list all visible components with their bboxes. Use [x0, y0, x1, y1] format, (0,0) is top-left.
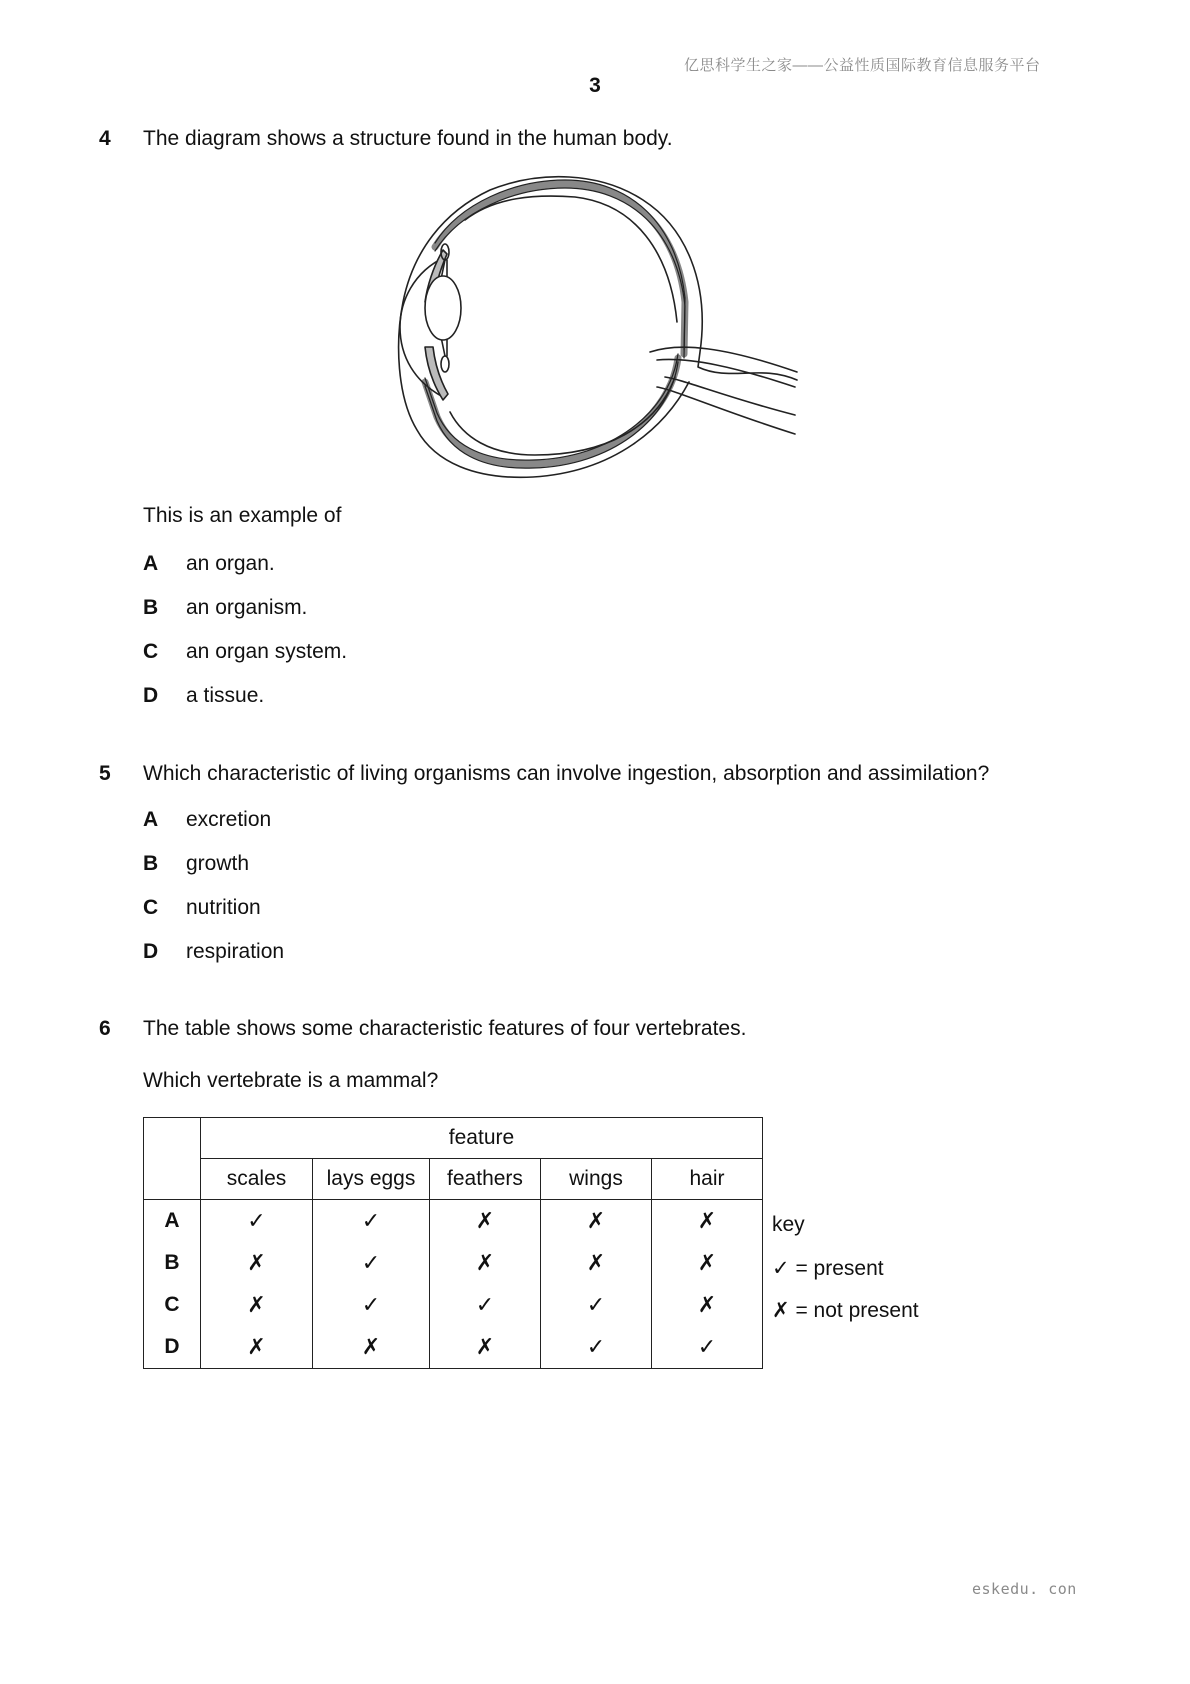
table-cell: ✗ — [652, 1200, 763, 1243]
question-4-option-letter: C — [143, 640, 159, 663]
question-4-option-letter: D — [143, 684, 159, 707]
question-4-text: The diagram shows a structure found in the human body. — [143, 127, 673, 150]
question-5-option-letter: C — [143, 896, 159, 919]
key-title: key — [772, 1213, 805, 1236]
table-cell: ✗ — [541, 1242, 652, 1284]
row-label: A — [144, 1200, 201, 1243]
eye-choroid-layer — [425, 184, 685, 464]
column-header-scales: scales — [201, 1159, 313, 1200]
question-4-prompt: This is an example of — [143, 504, 342, 527]
question-4-option-letter: B — [143, 596, 159, 619]
table-cell: ✗ — [430, 1242, 541, 1284]
question-5-option-letter: D — [143, 940, 159, 963]
cross-mark-icon: ✗ — [772, 1298, 790, 1322]
eye-retina — [450, 196, 677, 455]
table-cell: ✓ — [430, 1284, 541, 1326]
table-row — [144, 1284, 763, 1326]
table-cell: ✓ — [313, 1242, 430, 1284]
key-present-entry — [772, 1256, 884, 1281]
table-row — [144, 1200, 763, 1243]
table-cell: ✓ — [652, 1326, 763, 1369]
table-cell: ✗ — [430, 1326, 541, 1369]
question-5-option-letter: B — [143, 852, 159, 875]
question-5-option-text: excretion — [186, 808, 272, 831]
eye-diagram — [395, 172, 805, 487]
table-cell: ✗ — [541, 1200, 652, 1243]
question-4-option-text: a tissue. — [186, 684, 265, 707]
check-mark-icon: ✓ — [772, 1256, 790, 1280]
table-cell: ✓ — [201, 1200, 313, 1243]
eye-lens — [425, 276, 461, 340]
footer-site: eskedu. con — [972, 1580, 1077, 1598]
question-5-option-text: nutrition — [186, 896, 261, 919]
table-cell: ✓ — [541, 1284, 652, 1326]
table-cell: ✗ — [430, 1200, 541, 1243]
watermark-text: 亿思科学生之家——公益性质国际教育信息服务平台 — [684, 57, 1041, 74]
table-cell: ✗ — [652, 1242, 763, 1284]
question-5-option-text: growth — [186, 852, 250, 875]
table-cell: ✗ — [201, 1326, 313, 1369]
column-header-hair: hair — [652, 1159, 763, 1200]
row-label: C — [144, 1284, 201, 1326]
table-group-header: feature — [201, 1118, 763, 1159]
question-6-prompt: Which vertebrate is a mammal? — [143, 1069, 439, 1092]
key-absent-entry — [772, 1298, 919, 1323]
row-label: B — [144, 1242, 201, 1284]
question-6-text: The table shows some characteristic features of four vertebrates. — [143, 1017, 747, 1040]
column-header-feathers: feathers — [430, 1159, 541, 1200]
question-5-text: Which characteristic of living organisms can involve ingestion, absorption and assimilation? — [143, 762, 990, 785]
table-corner-cell — [144, 1118, 201, 1200]
question-5-option-letter: A — [143, 808, 159, 831]
table-row — [144, 1242, 763, 1284]
key-present-text: = present — [795, 1257, 884, 1280]
table-cell: ✗ — [201, 1242, 313, 1284]
question-5-option-text: respiration — [186, 940, 285, 963]
question-4-option-text: an organ. — [186, 552, 275, 575]
column-header-wings: wings — [541, 1159, 652, 1200]
key-absent-text: = not present — [795, 1299, 919, 1322]
table-cell: ✗ — [652, 1284, 763, 1326]
table-row — [144, 1326, 763, 1369]
table-cell: ✓ — [313, 1284, 430, 1326]
question-4-option-text: an organ system. — [186, 640, 348, 663]
table-cell: ✓ — [541, 1326, 652, 1369]
question-5-number: 5 — [99, 762, 111, 785]
row-label: D — [144, 1326, 201, 1369]
vertebrate-feature-table — [143, 1117, 763, 1369]
question-6-number: 6 — [99, 1017, 111, 1040]
eye-ciliary-bottom — [441, 356, 449, 372]
question-4-option-letter: A — [143, 552, 159, 575]
question-4-option-text: an organism. — [186, 596, 308, 619]
question-4-number: 4 — [99, 127, 111, 150]
column-header-lays-eggs: lays eggs — [313, 1159, 430, 1200]
page-number: 3 — [589, 74, 601, 97]
table-cell: ✓ — [313, 1200, 430, 1243]
table-cell: ✗ — [201, 1284, 313, 1326]
table-cell: ✗ — [313, 1326, 430, 1369]
